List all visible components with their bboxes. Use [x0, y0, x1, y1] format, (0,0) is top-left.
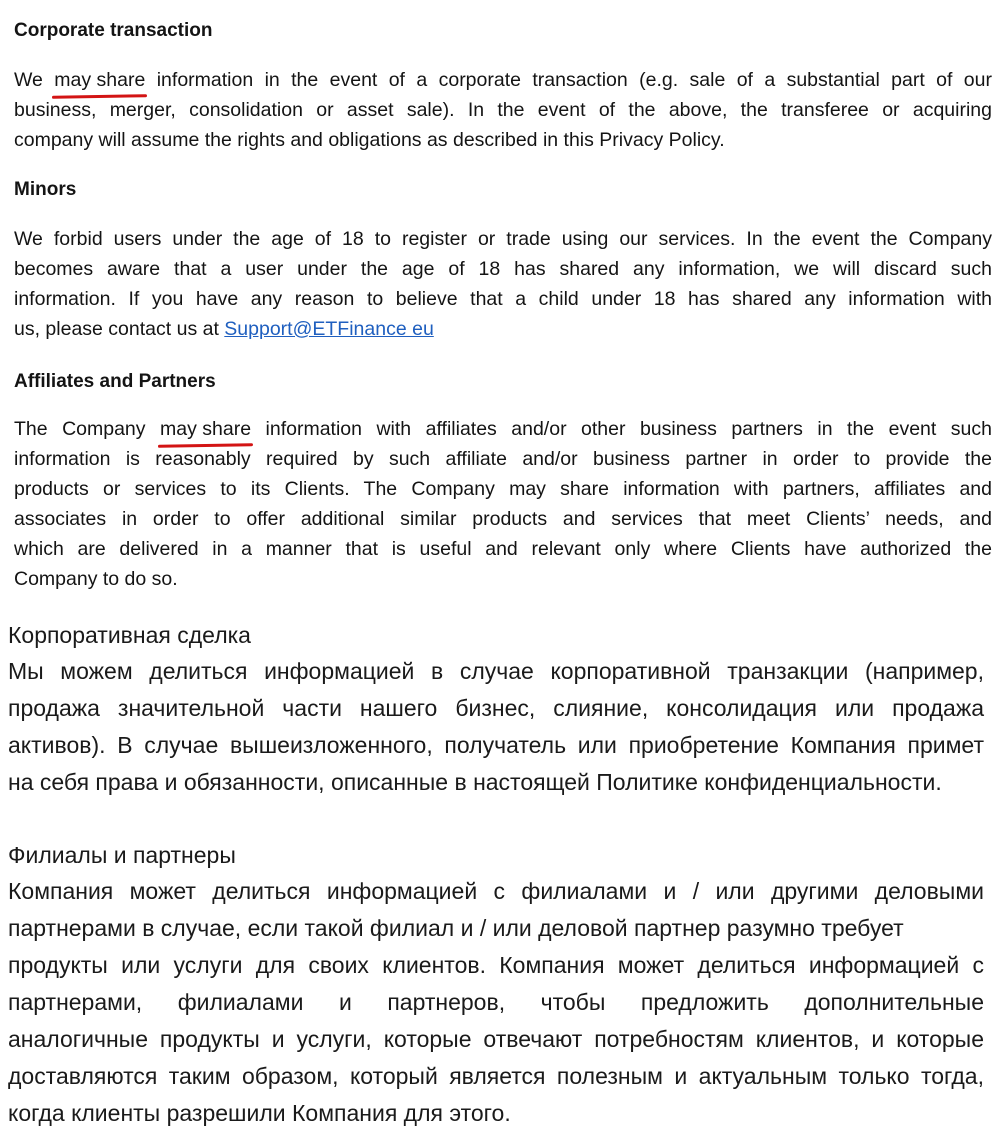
paragraph-line: associates in order to offer additional similar products and services that meet Clients’ needs, and	[14, 508, 992, 530]
ru-corporate-heading: Корпоративная сделка	[8, 622, 251, 648]
affiliates-heading: Affiliates and Partners	[14, 371, 216, 392]
paragraph-line: Company to do so.	[14, 568, 178, 590]
text-run: information with affiliates and/or other business partners in the event such	[251, 418, 992, 440]
affiliates-paragraph	[14, 414, 992, 594]
ru-affiliates-paragraph	[8, 873, 984, 1132]
paragraph-line: We forbid users under the age of 18 to register or trade using our services. In the event the Company	[14, 228, 992, 250]
minors-heading: Minors	[14, 179, 77, 200]
paragraph-line: products or services to its Clients. The Company may share information with partners, affiliates and	[14, 478, 992, 500]
paragraph-line: доставляются таким образом, который является полезным и актуальным только тогда,	[8, 1063, 984, 1089]
paragraph-line: company will assume the rights and obligations as described in this Privacy Policy.	[14, 129, 725, 151]
paragraph-line: becomes aware that a user under the age of 18 has shared any information, we will discard such	[14, 258, 992, 280]
text-run: We	[14, 69, 55, 91]
paragraph-line: продукты или услуги для своих клиентов. Компания может делиться информацией с	[8, 952, 984, 978]
ru-affiliates-heading: Филиалы и партнеры	[8, 842, 236, 868]
paragraph-line: Мы можем делиться информацией в случае корпоративной транзакции (например,	[8, 658, 984, 684]
paragraph-line: information. If you have any reason to believe that a child under 18 has shared any information with	[14, 288, 992, 310]
paragraph-line: партнерами, филиалами и партнеров, чтобы предложить дополнительные	[8, 989, 984, 1015]
paragraph-line: business, merger, consolidation or asset sale). In the event of the above, the transferee or acquiring	[14, 99, 992, 121]
paragraph-line	[14, 414, 992, 444]
minors-paragraph	[14, 224, 992, 344]
text-run: us, please contact us at	[14, 318, 225, 340]
paragraph-line	[14, 65, 992, 95]
paragraph-line: аналогичные продукты и услуги, которые отвечают потребностям клиентов, и которые	[8, 1026, 984, 1052]
support-email-link[interactable]: Support@ETFinance eu	[224, 318, 434, 340]
corporate-transaction-paragraph	[14, 65, 992, 155]
text-run: information in the event of a corporate transaction (e.g. sale of a substantial part of our	[145, 69, 992, 91]
paragraph-line: на себя права и обязанности, описанные в настоящей Политике конфиденциальности.	[8, 769, 942, 795]
paragraph-line: партнерами в случае, если такой филиал и / или деловой партнер разумно требует	[8, 915, 904, 941]
paragraph-line: активов). В случае вышеизложенного, получатель или приобретение Компания примет	[8, 732, 984, 758]
paragraph-line: information is reasonably required by such affiliate and/or business partner in order to provide the	[14, 448, 992, 470]
paragraph-line: Компания может делиться информацией с филиалами и / или другими деловыми	[8, 878, 984, 904]
corporate-transaction-heading: Corporate transaction	[14, 20, 213, 41]
may-share-highlight: may share	[160, 414, 251, 444]
paragraph-line	[14, 314, 992, 344]
ru-corporate-paragraph	[8, 653, 984, 801]
paragraph-line: когда клиенты разрешили Компания для этого.	[8, 1100, 511, 1126]
may-share-highlight: may share	[54, 65, 145, 95]
paragraph-line: which are delivered in a manner that is useful and relevant only where Clients have authorized the	[14, 538, 992, 560]
text-run: The Company	[14, 418, 161, 440]
paragraph-line: продажа значительной части нашего бизнес, слияние, консолидация или продажа	[8, 695, 984, 721]
